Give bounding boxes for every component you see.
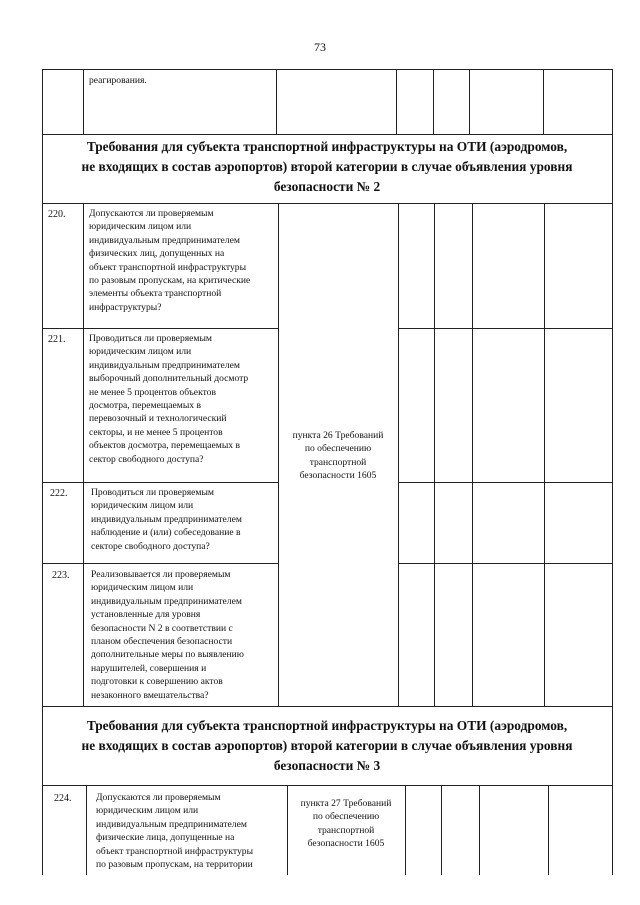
column-line: [612, 203, 613, 707]
section-border: [612, 706, 613, 786]
row-divider: [42, 563, 278, 564]
row-number: 222.: [50, 488, 68, 499]
top-border: [42, 69, 612, 70]
heading-line: Требования для субъекта транспортной инфраструктуры на ОТИ (аэродромов,: [86, 718, 568, 733]
column-line: [83, 203, 84, 707]
column-line: [276, 69, 277, 135]
column-line: [441, 785, 442, 875]
column-line: [86, 785, 87, 875]
column-line: [544, 203, 545, 707]
column-line: [548, 785, 549, 875]
row-divider: [42, 203, 612, 204]
section-2-heading: [42, 137, 612, 197]
row-divider: [398, 328, 612, 329]
section-3-heading: [42, 716, 612, 776]
column-line: [398, 203, 399, 707]
row-number: 224.: [54, 793, 72, 804]
column-line: [42, 69, 43, 135]
row-divider: [42, 706, 612, 707]
row-question: Допускаются ли проверяемым юридическим лицом или индивидуальным предпринимателем физических лиц, допущенных на объект транспортной инфраструктуры по разовым пропускам, на критические элементы объекта транспортной инфраструктуры?: [89, 208, 251, 313]
requirement-reference: пункта 27 Требований по обеспечению транспортной безопасности 1605: [300, 798, 392, 850]
row-number: 223.: [52, 570, 70, 581]
row-divider: [42, 785, 612, 786]
row-divider: [398, 482, 612, 483]
column-line: [479, 785, 480, 875]
row-number: 220.: [48, 209, 66, 220]
column-line: [469, 69, 470, 135]
requirement-reference: пункта 26 Требований по обеспечению транспортной безопасности 1605: [292, 430, 384, 482]
column-line: [434, 203, 435, 707]
column-line: [42, 785, 43, 875]
heading-line: не входящих в состав аэропортов) второй категории в случае объявления уровня: [81, 159, 573, 174]
row-divider: [42, 482, 278, 483]
top-row-text: реагирования.: [89, 75, 147, 86]
column-line: [472, 203, 473, 707]
column-line: [612, 69, 613, 135]
row-question: Допускаются ли проверяемым юридическим лицом или индивидуальным предпринимателем физические лица, допущенные на объект транспортной инфраструктуры по разовым пропускам, на территории: [96, 792, 254, 871]
column-line: [42, 203, 43, 707]
row-question: Реализовывается ли проверяемым юридическим лицом или индивидуальным предпринимателем установленные для уровня безопасности N 2 в соответствии с планом обеспечения безопасности дополнительные меры по выявлению нарушителей, совершения и подготовки к совершению актов незаконного вмешательства?: [91, 569, 244, 701]
section-border: [612, 134, 613, 204]
column-line: [396, 69, 397, 135]
row-divider: [398, 563, 612, 564]
column-line: [83, 69, 84, 135]
row-divider: [42, 328, 278, 329]
row-question: Проводиться ли проверяемым юридическим лицом или индивидуальным предпринимателем наблюдение и (или) собеседование в секторе свободного доступа?: [91, 487, 242, 552]
heading-line: безопасности № 3: [273, 758, 381, 773]
row-question: Проводиться ли проверяемым юридическим лицом или индивидуальным предпринимателем выборочный дополнительный досмотр не менее 5 процентов объектов досмотра, перемещаемых в перевозочный и технологический секторы, и не менее 5 процентов объектов досмотра, перемещаемых в сектор свободного доступа?: [89, 333, 249, 465]
column-line: [612, 785, 613, 875]
heading-line: безопасности № 2: [273, 179, 381, 194]
column-line: [405, 785, 406, 875]
column-line: [433, 69, 434, 135]
column-line: [543, 69, 544, 135]
heading-line: Требования для субъекта транспортной инфраструктуры на ОТИ (аэродромов,: [86, 139, 568, 154]
row-number: 221.: [48, 334, 66, 345]
row-divider: [42, 134, 612, 135]
heading-line: не входящих в состав аэропортов) второй категории в случае объявления уровня: [81, 738, 573, 753]
page-number: 73: [314, 40, 326, 54]
